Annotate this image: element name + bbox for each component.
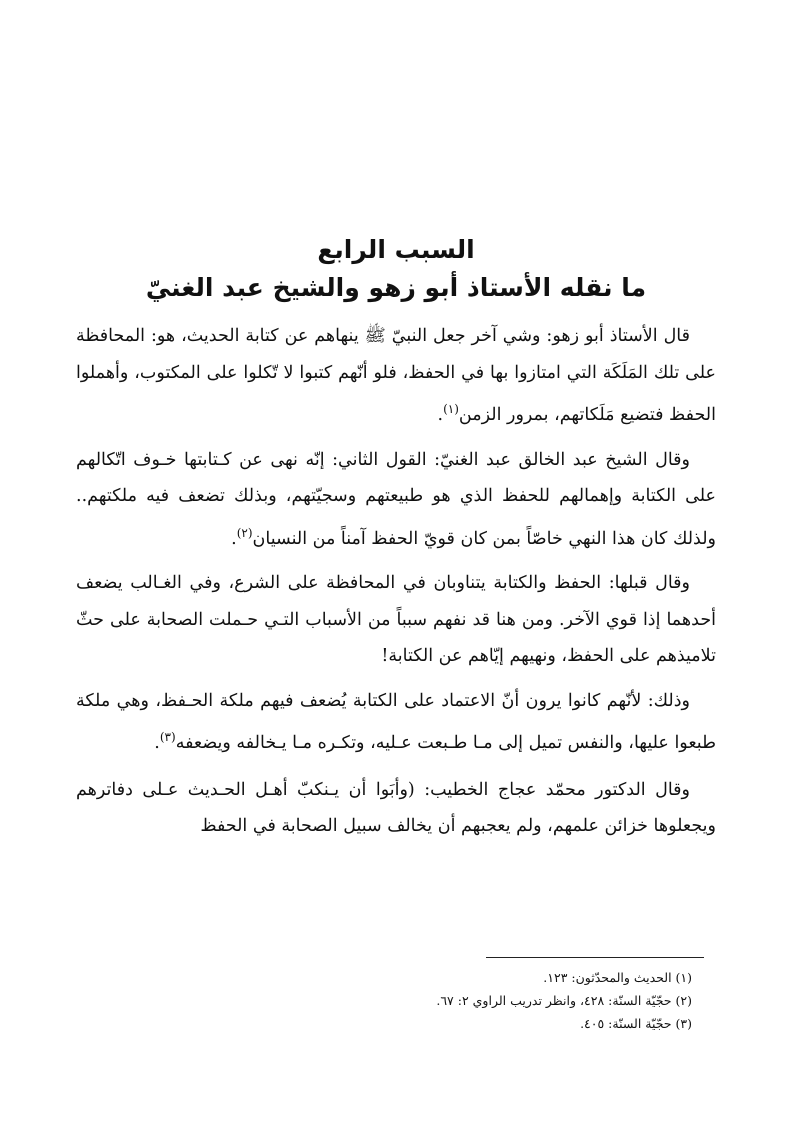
paragraph-text: وقال الدكتور محمّد عجاج الخطيب: (وأبَوا أن يـنكبّ أهـل الحـديث عـلى دفاترهم ويجعلوها خزائن علمهم، ولم يعجبهم أن يخالف سبيل الصحابة في الحفظ (76, 779, 716, 836)
section-title: ما نقله الأستاذ أبو زهو والشيخ عبد الغنيّ (145, 273, 647, 302)
paragraph-end: . (437, 405, 444, 425)
paragraph (76, 442, 716, 558)
paragraph (76, 565, 716, 675)
paragraph-text: قال الأستاذ أبو زهو: وشي آخر جعل النبيّ ﷺ ينهاهم عن كتابة الحديث، هو: المحافظة على تلك المَلَكَة التي امتازوا بها في الحفظ، فلو أنّهم كتبوا لا تّكلوا على المكتوب، وأهملوا الحفظ فتضيع مَلَكاتهم، بمرور الزمن (76, 326, 716, 425)
paragraph-text: وذلك: لأنّهم كانوا يرون أنّ الاعتماد على الكتابة يُضعف فيهم ملكة الحـفظ، وهي ملكة طبعوا عليها، والنفس تميل إلى مـا طـبعت عـليه، وتكـره مـا يـخالفه ويضعفه (76, 690, 716, 753)
footnote-marker: (٢) (236, 525, 253, 540)
footnote: (٢) حجّيّة السنّة: ٤٢٨، وانظر تدريب الراوي ٢: ٦٧. (436, 993, 692, 1008)
footnotes (192, 966, 692, 1035)
paragraph (76, 683, 716, 762)
footnote: (١) الحديث والمحدّثون: ١٢٣. (543, 970, 692, 985)
paragraph-text: وقال قبلها: الحفظ والكتابة يتناوبان في المحافظة على الشرع، وفي الغـالب يضعف أحدهما إذا قوي الآخر. ومن هنا قد نفهم سبباً من الأسباب التـي حـملت الصحابة على حثّ تلاميذهم على الحفظ، ونهيهم إيّاهم عن الكتابة! (76, 573, 716, 666)
paragraph (76, 772, 716, 845)
footnote: (٣) حجّيّة السنّة: ٤٠٥. (580, 1016, 692, 1031)
section-heading: السبب الرابع (317, 235, 475, 264)
body-text (76, 318, 716, 853)
paragraph-end: . (154, 733, 160, 753)
paragraph (76, 318, 716, 434)
paragraph-end: . (231, 528, 237, 549)
footnote-marker: (١) (443, 402, 459, 416)
footnote-marker: (٣) (159, 730, 176, 744)
paragraph-text: وقال الشيخ عبد الخالق عبد الغنيّ: القول الثاني: إنّه نهى عن كـتابتها خـوف اتّكالهم على الكتابة وإهمالهم للحفظ الذي هو طبيعتهم وسجيّتهم، وبذلك تضعف فيه ملكتهم.. ولذلك كان هذا النهي خاصّاً بمن كان قويّ الحفظ آمناً من النسيان (76, 449, 716, 549)
footnote-divider (486, 957, 704, 958)
chapter-headings (80, 232, 712, 308)
